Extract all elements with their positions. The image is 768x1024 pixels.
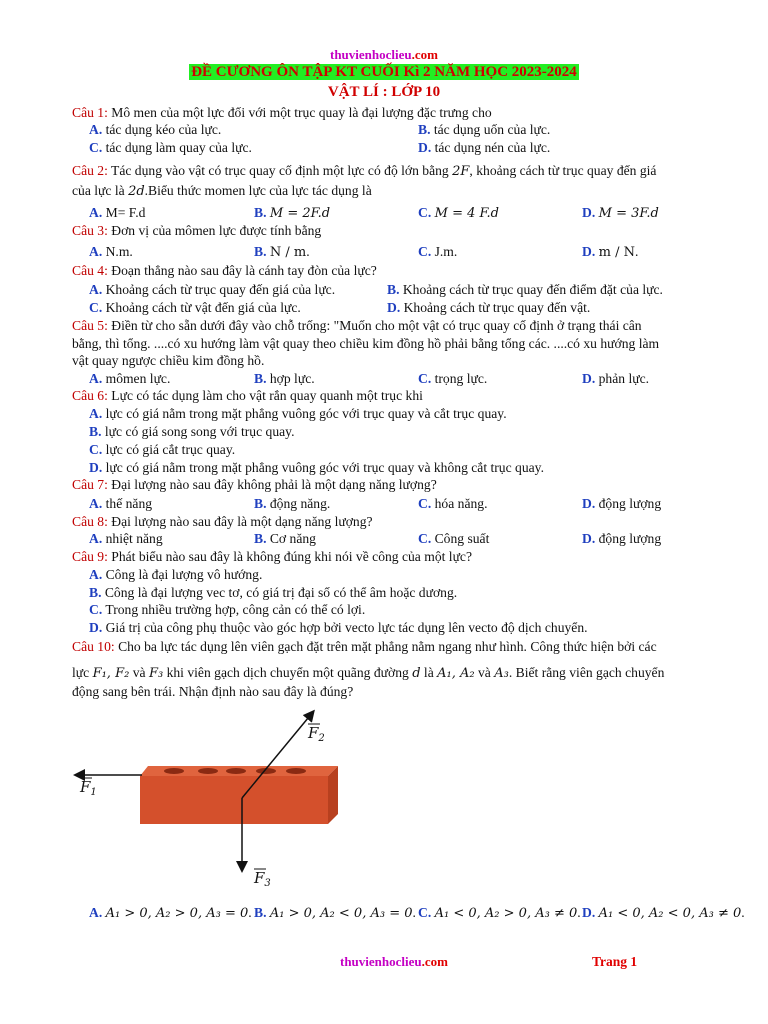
force-f2-label: $F_2$ (308, 724, 325, 744)
question-2-options: A. M= F.d B. M = 2F.d C. M = 4 F.d D. M = 3F.d (89, 205, 659, 221)
question-9: Câu 9: Phát biểu nào sau đây là không đúng khi nói về công của một lực? (72, 549, 472, 564)
question-10-options: A. A₁ > 0, A₂ > 0, A₃ = 0. B. A₁ > 0, A₂ < 0, A₃ = 0. C. A₁ < 0, A₂ > 0, A₃ ≠ 0. D. A₁ < 0, A₂ < 0, A₃ ≠ 0. (89, 905, 745, 921)
site-brand: thuvienhoclieu.com (330, 47, 438, 62)
page-number: Trang 1 (592, 954, 638, 969)
question-10-cont-1: lực F₁, F₂ và F₃ khi viên gạch dịch chuyển một quãng đường d là A₁, A₂ và A₃. Biết rằng viên gạch chuyển (72, 665, 665, 681)
question-8-options: A. nhiệt năng B. Cơ năng C. Công suất D. động lượng (89, 531, 662, 546)
brick-force-diagram (70, 700, 370, 895)
question-7: Câu 7: Đại lượng nào sau đây không phải là một dạng năng lượng? (72, 477, 437, 492)
force-f3-label: $F_3$ (254, 869, 271, 889)
question-4-options-cd: C. Khoảng cách từ vật đến giá của lực. D. Khoảng cách từ trục quay đến vật. (89, 300, 591, 315)
question-2-cont: của lực là 2d.Biểu thức momen lực của lực tác dụng là (72, 183, 372, 199)
question-9-option-c: C. Trong nhiều trường hợp, công cản có thể có lợi. (89, 602, 366, 617)
question-1: Câu 1: Mô men của một lực đối với một trục quay là đại lượng đặc trưng cho (72, 105, 492, 120)
question-6-option-a: A. lực có giá nằm trong mặt phẳng vuông góc với trục quay và cắt trục quay. (89, 406, 507, 421)
question-1-options-cd: C. tác dụng làm quay của lực. D. tác dụng nén của lực. (89, 140, 551, 155)
question-6: Câu 6: Lực có tác dụng làm cho vật rắn quay quanh một trục khi (72, 388, 423, 403)
document-subtitle: VẬT LÍ : LỚP 10 (327, 84, 441, 100)
question-9-option-d: D. Giá trị của công phụ thuộc vào góc hợp bởi vecto lực tác dụng lên vecto độ dịch chuyển. (89, 620, 588, 635)
question-9-option-a: A. Công là đại lượng vô hướng. (89, 567, 263, 582)
question-5: Câu 5: Điền từ cho sẵn dưới đây vào chỗ trống: "Muốn cho một vật có trục quay cố định ở trạng thái cân (72, 318, 642, 333)
question-4-options-ab: A. Khoảng cách từ trục quay đến giá của lực. B. Khoảng cách từ trục quay đến điểm đặt của lực. (89, 282, 663, 297)
question-3: Câu 3: Đơn vị của mômen lực được tính bằng (72, 223, 322, 238)
brick-front-face (140, 776, 328, 824)
question-4: Câu 4: Đoạn thẳng nào sau đây là cánh tay đòn của lực? (72, 263, 377, 278)
question-2: Câu 2: Tác dụng vào vật có trục quay cố định một lực có độ lớn bằng 2F, khoảng cách từ trục quay đến giá (72, 163, 657, 179)
question-3-options: A. N.m. B. N / m. C. J.m. D. m / N. (89, 244, 639, 260)
question-5-cont-1: bằng, thì tổng. ....có xu hướng làm vật quay theo chiều kim đồng hồ phải bằng tổng các. ....có xu hướng làm (72, 336, 660, 351)
question-9-option-b: B. Công là đại lượng vec tơ, có giá trị đại số có thể âm hoặc dương. (89, 585, 458, 600)
question-5-options: A. mômen lực. B. hợp lực. C. trọng lực. D. phản lực. (89, 371, 650, 386)
question-10-cont-2: động sang bên trái. Nhận định nào sau đây là đúng? (72, 684, 354, 699)
document-title: ĐỀ CƯƠNG ÔN TẬP KT CUỐI Kì 2 NĂM HỌC 2023-2024 (191, 64, 577, 80)
force-f1-label: $F_1$ (80, 778, 97, 798)
brick-side-face (328, 766, 338, 824)
question-6-option-c: C. lực có giá cắt trục quay. (89, 442, 236, 457)
question-7-options: A. thế năng B. động năng. C. hóa năng. D. động lượng (89, 496, 662, 511)
question-1-options-ab: A. tác dụng kéo của lực. B. tác dụng uốn của lực. (89, 122, 551, 137)
footer-brand: thuvienhoclieu.com (340, 954, 448, 969)
question-10: Câu 10: Cho ba lực tác dụng lên viên gạch đặt trên mặt phẳng nằm ngang như hình. Công thức hiện bởi các (72, 639, 657, 654)
question-6-option-d: D. lực có giá nằm trong mặt phẳng vuông góc với trục quay và không cắt trục quay. (89, 460, 544, 475)
question-8: Câu 8: Đại lượng nào sau đây là một dạng năng lượng? (72, 514, 373, 529)
question-6-option-b: B. lực có giá song song với trục quay. (89, 424, 295, 439)
question-5-cont-2: vật quay ngược chiều kim đồng hồ. (72, 353, 265, 368)
